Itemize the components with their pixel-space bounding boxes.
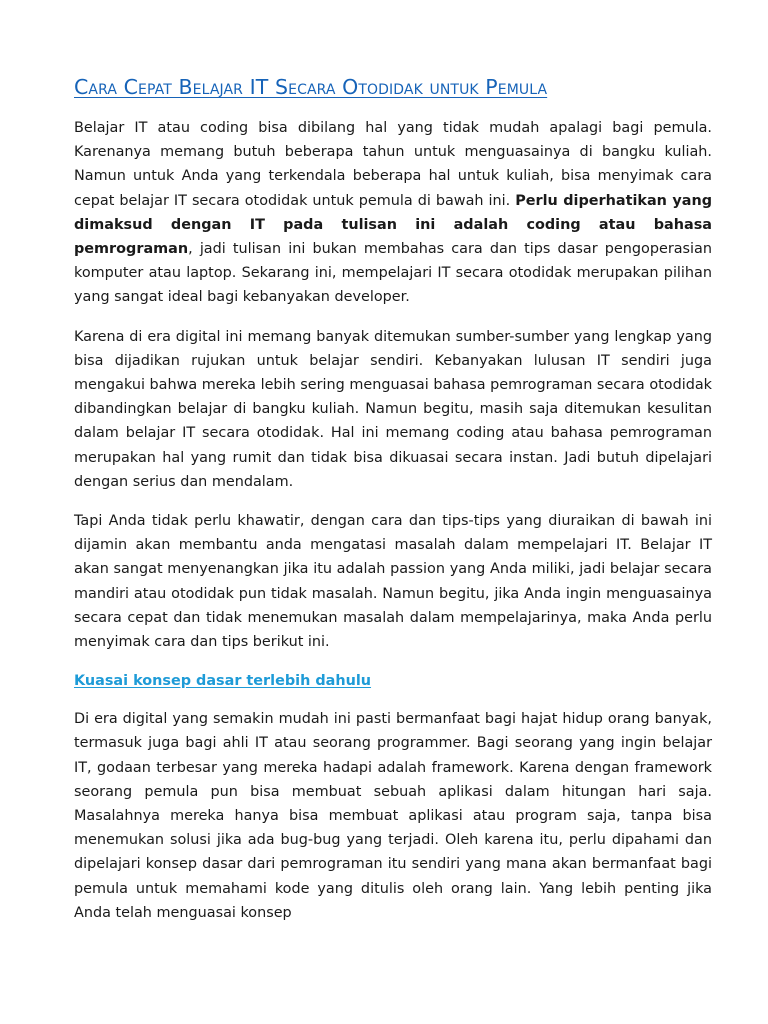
paragraph-intro-rest: , jadi tulisan ini bukan membahas cara dan tips dasar pengoperasian komputer atau laptop. Sekarang ini, mempelajari IT secara otodidak merupakan pilihan yang sangat ideal bagi kebanyakan developer. <box>74 241 712 306</box>
document-page <box>74 72 712 940</box>
document-title[interactable]: Cara Cepat Belajar IT Secara Otodidak untuk Pemula <box>74 75 548 99</box>
paragraph-digital-era: Karena di era digital ini memang banyak ditemukan sumber-sumber yang lengkap yang bisa dijadikan rujukan untuk belajar sendiri. Kebanyakan lulusan IT sendiri juga mengakui bahwa mereka lebih sering menguasai bahasa pemrograman secara otodidak dibandingkan belajar di bangku kuliah. Namun begitu, masih saja ditemukan kesulitan dalam belajar IT secara otodidak. Hal ini memang coding atau bahasa pemrograman merupakan hal yang rumit dan tidak bisa dikuasai secara instan. Jadi butuh dipelajari dengan serius dan mendalam. <box>74 328 712 490</box>
paragraph-intro <box>74 116 712 310</box>
section-heading-basic-concepts[interactable]: Kuasai konsep dasar terlebih dahulu <box>74 673 372 690</box>
paragraph-intro-text: Belajar IT atau coding bisa dibilang hal yang tidak mudah apalagi bagi pemula. Karenanya memang butuh beberapa tahun untuk menguasainya di bangku kuliah. Namun untuk Anda yang terkendala beberapa hal untuk kuliah, bisa menyimak cara cepat belajar IT secara otodidak untuk pemula di bawah ini. <box>74 120 712 209</box>
paragraph-intro-bold: Perlu diperhatikan yang dimaksud dengan IT pada tulisan ini adalah coding atau bahasa pemrograman <box>74 192 712 258</box>
paragraph-tips: Tapi Anda tidak perlu khawatir, dengan cara dan tips-tips yang diuraikan di bawah ini dijamin akan membantu anda mengatasi masalah dalam mempelajari IT. Belajar IT akan sangat menyenangkan jika itu adalah passion yang Anda miliki, jadi belajar secara mandiri atau otodidak pun tidak masalah. Namun begitu, jika Anda ingin menguasainya secara cepat dan tidak menemukan masalah dalam mempelajarinya, maka Anda perlu menyimak cara dan tips berikut ini. <box>74 513 712 651</box>
paragraph-basic-concepts: Di era digital yang semakin mudah ini pasti bermanfaat bagi hajat hidup orang banyak, termasuk juga bagi ahli IT atau seorang programmer. Bagi seorang yang ingin belajar IT, godaan terbesar yang mereka hadapi adalah framework. Karena dengan framework seorang pemula pun bisa membuat sebuah aplikasi dalam hitungan hari saja. Masalahnya mereka hanya bisa membuat aplikasi atau program saja, tanpa bisa menemukan solusi jika ada bug-bug yang terjadi. Oleh karena itu, perlu dipahami dan dipelajari konsep dasar dari pemrograman itu sendiri yang mana akan bermanfaat bagi pemula untuk memahami kode yang ditulis oleh orang lain. Yang lebih penting jika Anda telah menguasai konsep <box>74 711 712 921</box>
